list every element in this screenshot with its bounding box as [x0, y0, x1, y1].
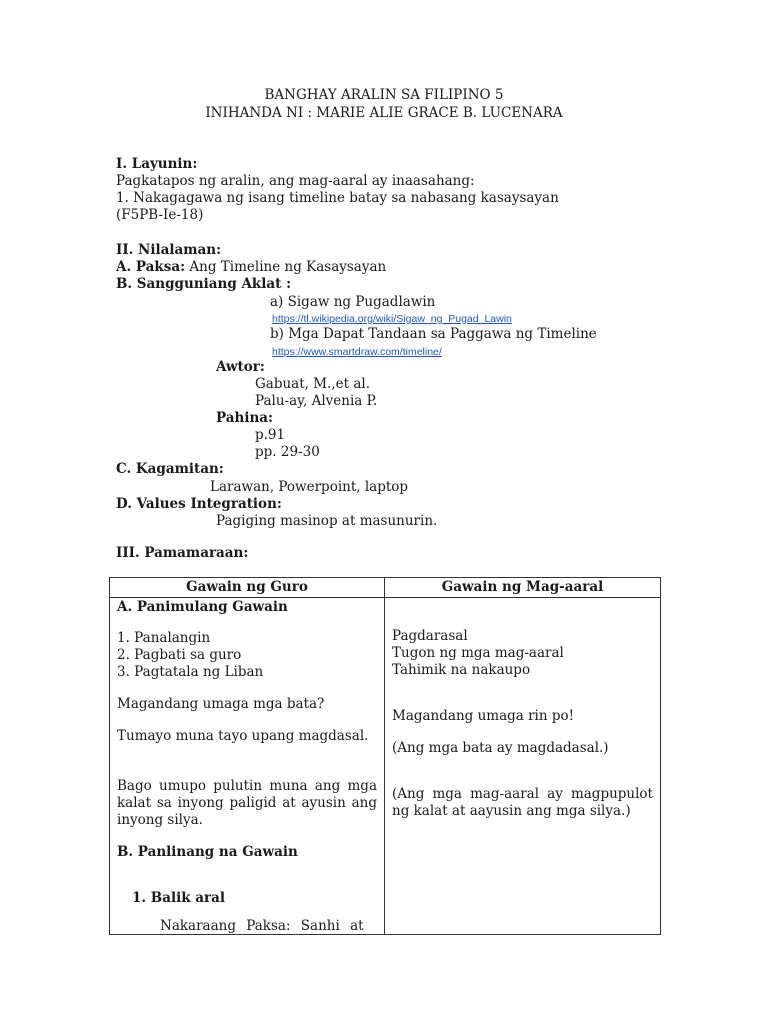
student-response-1: Pagdarasal — [392, 628, 468, 644]
guro-item-3: 3. Pagtatala ng Liban — [117, 664, 264, 680]
guro-item-2: 2. Pagbati sa guro — [117, 647, 242, 663]
values-label: D. Values Integration: — [116, 496, 282, 512]
student-response-2: Tugon ng mga mag-aaral — [392, 645, 564, 661]
section-b-title: B. Panlinang na Gawain — [117, 844, 298, 860]
kagamitan-value: Larawan, Powerpoint, laptop — [210, 479, 409, 495]
awtor-1: Gabuat, M.,et al. — [255, 376, 370, 392]
reference-b-link-row — [272, 343, 442, 361]
guro-cell — [110, 598, 385, 935]
awtor-label: Awtor: — [216, 359, 265, 375]
student-pray: (Ang mga bata ay magdadasal.) — [392, 740, 609, 756]
kagamitan-label: C. Kagamitan: — [116, 461, 224, 477]
layunin-intro: Pagkatapos ng aralin, ang mag-aaral ay inaasahang: — [116, 173, 475, 189]
col-header-guro: Gawain ng Guro — [110, 578, 385, 598]
pahina-2: pp. 29-30 — [255, 444, 320, 460]
paksa-label: A. Paksa: — [116, 259, 186, 275]
prepared-by: INIHANDA NI : MARIE ALIE GRACE B. LUCENARA — [205, 105, 563, 121]
document-title: BANGHAY ARALIN SA FILIPINO 5 — [264, 87, 504, 103]
table-header-row — [110, 578, 661, 598]
col-header-mag-aaral: Gawain ng Mag-aaral — [385, 578, 661, 598]
awtor-2: Palu-ay, Alvenia P. — [255, 393, 378, 409]
reference-b-link[interactable]: https://www.smartdraw.com/timeline/ — [272, 346, 442, 358]
mag-aaral-cell — [385, 598, 661, 935]
student-greeting-reply: Magandang umaga rin po! — [392, 708, 575, 724]
values-value: Pagiging masinop at masunurin. — [216, 513, 438, 529]
reference-a: a) Sigaw ng Pugadlawin — [270, 294, 436, 310]
section-a-title: A. Panimulang Gawain — [117, 599, 288, 615]
balik-aral-title: 1. Balik aral — [132, 890, 225, 906]
paksa-value: Ang Timeline ng Kasaysayan — [185, 259, 387, 275]
nilalaman-heading: II. Nilalaman: — [116, 242, 222, 258]
guro-greeting: Magandang umaga mga bata? — [117, 696, 325, 712]
paksa-line — [116, 259, 386, 276]
student-pickup-reply: (Ang mga mag-aaral ay magpupulot ng kalat at aayusin ang mga silya.) — [392, 786, 653, 819]
nakaraang-paksa: Nakaraang Paksa: Sanhi at — [160, 918, 364, 934]
pahina-label: Pahina: — [216, 410, 274, 426]
pahina-1: p.91 — [255, 427, 286, 443]
pamamaraan-table — [109, 577, 661, 935]
guro-item-1: 1. Panalangin — [117, 630, 211, 646]
guro-pickup-instruction: Bago umupo pulutin muna ang mga kalat sa inyong paligid at ayusin ang inyong silya. — [117, 778, 377, 828]
layunin-heading: I. Layunin: — [116, 156, 198, 172]
guro-stand-instruction: Tumayo muna tayo upang magdasal. — [117, 728, 369, 744]
pamamaraan-heading: III. Pamamaraan: — [116, 545, 249, 561]
layunin-code: (F5PB-Ie-18) — [116, 207, 204, 223]
sanggunian-label: B. Sangguniang Aklat : — [116, 276, 292, 292]
table-row — [110, 598, 661, 935]
reference-b: b) Mga Dapat Tandaan sa Paggawa ng Timeline — [270, 326, 597, 342]
reference-a-link[interactable]: https://tl.wikipedia.org/wiki/Sigaw_ng_Pugad_Lawin — [272, 313, 512, 325]
layunin-item-1: 1. Nakagagawa ng isang timeline batay sa nabasang kasaysayan — [116, 190, 559, 206]
student-response-3: Tahimik na nakaupo — [392, 662, 531, 678]
